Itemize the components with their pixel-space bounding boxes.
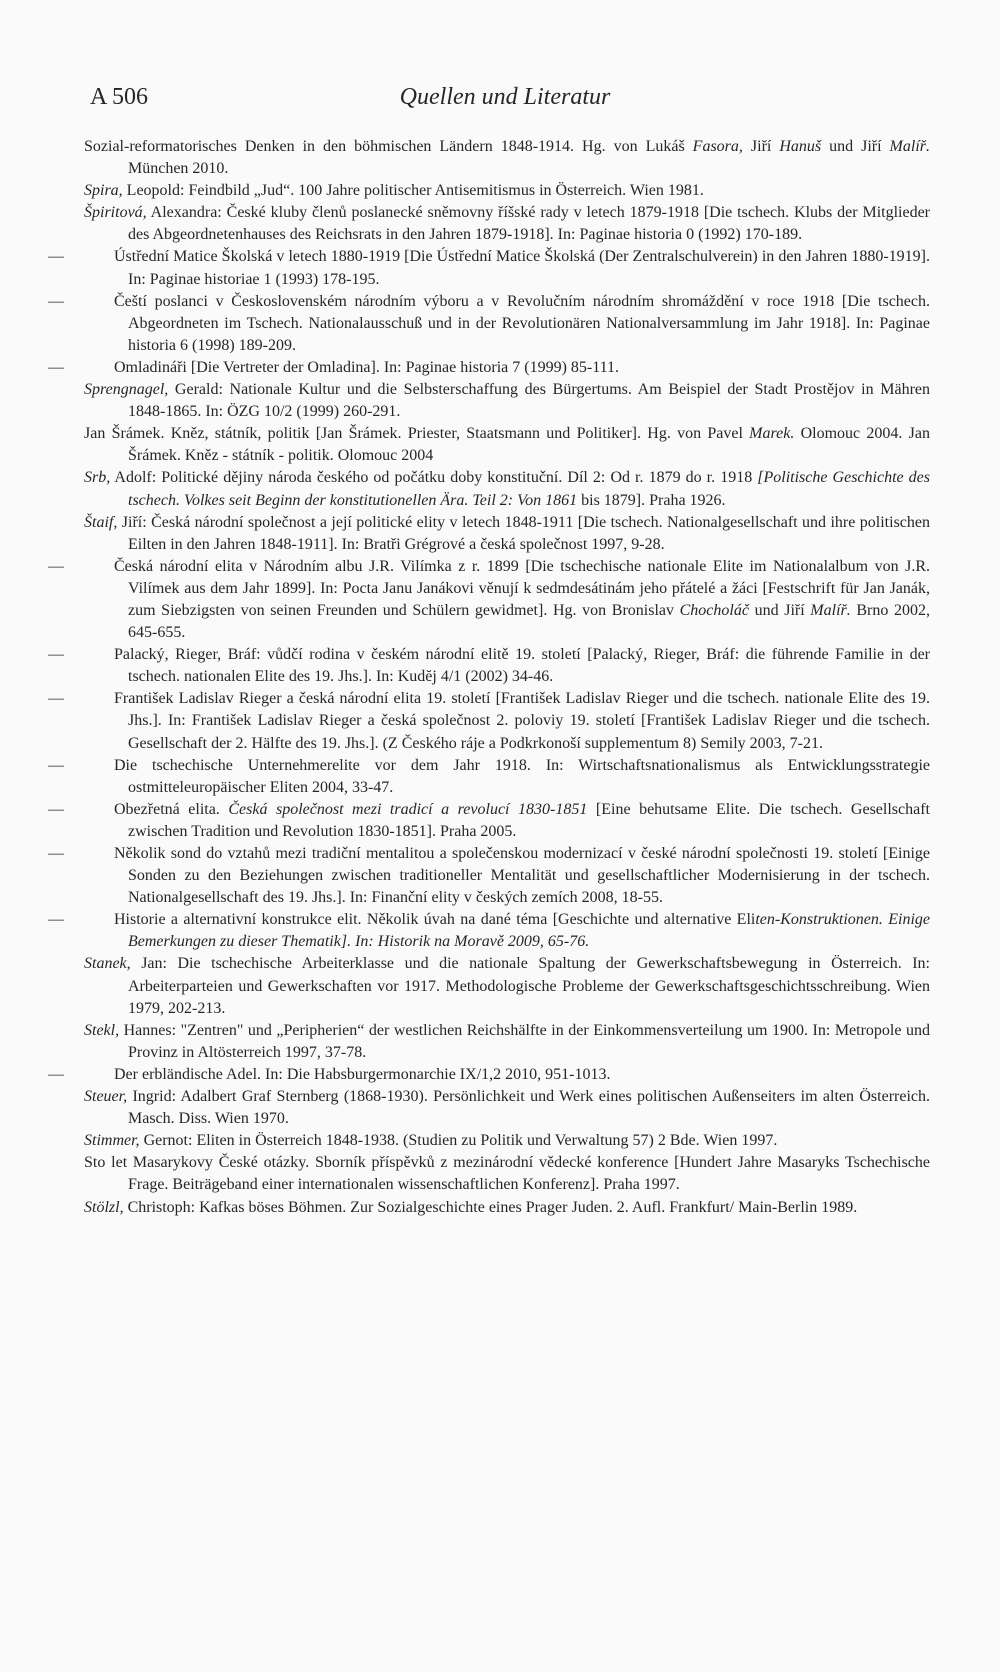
author-name: Sprengnagel,: [84, 381, 169, 399]
bibliography-subentry: — Ústřední Matice Školská v letech 1880-1919 [Die Ústřední Matice Školská (Der Zentralschulverein) in den Jahren 1880-1919]. In: Paginae historiae 1 (1993) 178-195.: [48, 248, 930, 288]
repeat-author-dash: —: [48, 845, 64, 862]
bibliography-entry: Stimmer, Gernot: Eliten in Österreich 1848-1938. (Studien zu Politik und Verwaltung 57) 2 Bde. Wien 1997.: [84, 1132, 778, 1150]
bibliography-subentry: — Několik sond do vztahů mezi tradiční mentalitou a společenskou modernizací v české národní společnosti 19. století [Einige Sonden zu den Beziehungen zwischen traditioneller Mentalität und gesellschaftlicher Modernisierung in der tschech. Nationalgesellschaft des 19. Jhs.]. In: Finanční elity v českých zemích 2008, 18-55.: [48, 845, 930, 907]
bibliography-entry: Sozial-reformatorisches Denken in den böhmischen Ländern 1848-1914. Hg. von Lukáš Fasora, Jiří Hanuš und Jiří Malíř. München 2010.: [84, 138, 930, 178]
bibliography-entry: Špiritová, Alexandra: České kluby členů poslanecké sněmovny říšské rady v letech 1879-1918 [Die tschech. Klubs der Mitglieder des Abgeordnetenhauses des Reichsrats in den Jahren 1879-1918]. In: Paginae historia 0 (1992) 170-189.: [84, 204, 930, 244]
running-title: Quellen und Literatur: [399, 84, 611, 110]
bibliography-entry: Sto let Masarykovy České otázky. Sborník příspěvků z mezinárodní vědecké konference [Hundert Jahre Masaryks Tschechische Frage. Beiträgeband einer internationalen wissenschaftlichen Konferenz]. Praha 1997.: [84, 1154, 930, 1194]
bibliography-subentry: — František Ladislav Rieger a česká národní elita 19. století [František Ladislav Rieger und die tschech. nationale Elite des 19. Jhs.]. In: František Ladislav Rieger a česká společnost 2. poloviy 19. století [František Ladislav Rieger und die tschech. Gesellschaft der 2. Hälfte des 19. Jhs.]. (Z Českého ráje a Podkrkonoší supplementum 8) Semily 2003, 7-21.: [48, 690, 930, 752]
repeat-author-dash: —: [48, 756, 64, 774]
author-name: Spira,: [84, 182, 123, 200]
bibliography-entry: Spira, Leopold: Feindbild „Jud“. 100 Jahre politischer Antisemitismus in Österreich. Wien 1981.: [84, 182, 704, 200]
bibliography-subentry: — Omladináři [Die Vertreter der Omladina]. In: Paginae historia 7 (1999) 85-111.: [84, 357, 930, 379]
author-name: Stekl,: [84, 1021, 120, 1039]
editor-name: Chocholáč: [679, 601, 749, 619]
bibliography-entry: Stanek, Jan: Die tschechische Arbeiterklasse und die nationale Spaltung der Gewerkschaftsbewegung in Österreich. In: Arbeiterparteien und Gewerkschaften vor 1917. Methodologische Probleme der Gewerkschaftsgeschichtsschreibung. Wien 1979, 202-213.: [84, 955, 930, 1017]
repeat-author-dash: —: [48, 690, 64, 708]
bibliography-subentry: — Historie a alternativní konstrukce elit. Několik úvah na dané téma [Geschichte und alternative Eliten-Konstruktionen. Einige Bemerkungen zu dieser Thematik]. In: Historik na Moravě 2009, 65-76.: [48, 911, 930, 951]
bibliography-entry: Sprengnagel, Gerald: Nationale Kultur und die Selbsterschaffung des Bürgertums. Am Beispiel der Stadt Prostějov in Mähren 1848-1865. In: ÖZG 10/2 (1999) 260-291.: [84, 381, 930, 421]
repeat-author-dash: —: [48, 800, 64, 818]
bibliography-subentry: — Palacký, Rieger, Bráf: vůdčí rodina v českém národní elitě 19. století [Palacký, Rieger, Bráf: die führende Familie in der tschech. nationalen Elite des 19. Jhs.]. In: Kudĕj 4/1 (2002) 34-46.: [48, 646, 930, 686]
bibliography-entry: Jan Šrámek. Kněz, státník, politik [Jan Šrámek. Priester, Staatsmann und Politiker]. Hg. von Pavel Marek. Olomouc 2004. Jan Šrámek. Kněz - státník - politik. Olomouc 2004: [84, 425, 931, 465]
editor-name: Malíř.: [810, 601, 851, 619]
repeat-author-dash: —: [48, 557, 64, 575]
editor-name: Marek.: [749, 425, 795, 443]
bibliography-subentry: — Der erbländische Adel. In: Die Habsburgermonarchie IX/1,2 2010, 951-1013.: [84, 1064, 930, 1086]
bibliography-entry: Srb, Adolf: Politické dějiny národa českého od počátku doby konstituční. Díl 2: Od r. 1879 do r. 1918 [Politische Geschichte des tschech. Volkes seit Beginn der konstitutionellen Ära. Teil 2: Von 1861 bis 1879]. Praha 1926.: [84, 469, 931, 509]
repeat-author-dash: —: [48, 1065, 64, 1083]
author-name: Srb,: [84, 469, 111, 487]
author-name: Špiritová,: [84, 204, 147, 222]
author-name: Steuer,: [84, 1088, 128, 1106]
author-name: Stimmer,: [84, 1132, 140, 1150]
bibliography-entry: Štaif, Jiří: Česká národní společnost a její politické elity v letech 1848-1911 [Die tschech. Nationalgesellschaft und ihre politischen Eilten in den Jahren 1848-1911]. In: Bratři Grégrové a česká společnost 1997, 9-28.: [84, 513, 930, 553]
bibliography-subentry: — Obezřetná elita. Česká společnost mezi tradicí a revolucí 1830-1851 [Eine behutsame Elite. Die tschech. Gesellschaft zwischen Tradition und Revolution 1830-1851]. Praha 2005.: [48, 800, 931, 840]
author-name: Štaif,: [84, 513, 118, 531]
editor-name: Hanuš: [779, 138, 822, 155]
repeat-author-dash: —: [48, 292, 64, 310]
author-name: Stölzl,: [84, 1198, 124, 1216]
bibliography-entry: Stölzl, Christoph: Kafkas böses Böhmen. Zur Sozialgeschichte eines Prager Juden. 2. Aufl. Frankfurt/ Main-Berlin 1989.: [84, 1198, 858, 1216]
bibliography-entry: Stekl, Hannes: "Zentren" und „Peripherien“ der westlichen Reichshälfte in der Einkommensverteilung um 1900. In: Metropole und Provinz in Altösterreich 1997, 37-78.: [84, 1021, 930, 1061]
repeat-author-dash: —: [48, 248, 64, 266]
page-number: A 506: [90, 84, 149, 110]
bibliography-subentry: — Die tschechische Unternehmerelite vor dem Jahr 1918. In: Wirtschaftsnationalismus als Entwicklungsstrategie ostmitteleuropäischer Eliten 2004, 33-47.: [48, 756, 930, 796]
bibliography-subentry: — Česká národní elita v Národním albu J.R. Vilímka z r. 1899 [Die tschechische nationale Elite im Nationalalbum von J.R. Vilímek aus dem Jahr 1899]. In: Pocta Janu Janákovi věnují k sedmdesátinám jeho přátelé a žáci [Festschrift für Jan Janák, zum Siebzigsten von seinen Freunden und Schülern gewidmet]. Hg. von Bronislav Chocholáč und Jiří Malíř. Brno 2002, 645-655.: [48, 557, 931, 642]
bibliography-entry: Steuer, Ingrid: Adalbert Graf Sternberg (1868-1930). Persönlichkeit und Werk eines politischen Außenseiters im alten Österreich. Masch. Diss. Wien 1970.: [84, 1088, 930, 1128]
author-name: Stanek,: [84, 955, 131, 973]
editor-name: Malíř.: [889, 138, 930, 155]
repeat-author-dash: —: [48, 358, 64, 376]
bibliography-subentry: — Čeští poslanci v Československém národním výboru a v Revolučním národním shromáždění v roce 1918 [Die tschech. Abgeordneten im Tschech. Nationalausschuß und in der Revolutionären Nationalversammlung im Jahr 1918]. In: Paginae historia 6 (1998) 189-209.: [48, 292, 930, 354]
bibliography-list: [48, 136, 931, 1219]
editor-name: Fasora,: [692, 138, 743, 155]
page-header: [90, 84, 920, 120]
repeat-author-dash: —: [48, 911, 64, 929]
repeat-author-dash: —: [48, 646, 64, 664]
